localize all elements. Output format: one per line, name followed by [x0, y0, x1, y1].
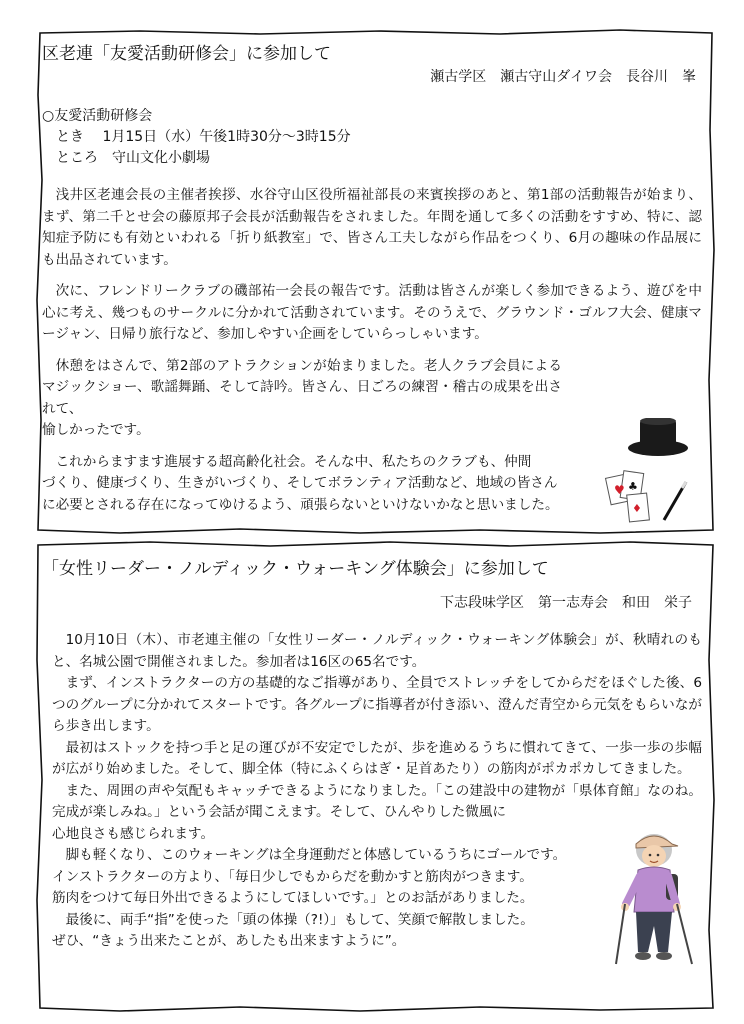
article-2-title: 「女性リーダー・ノルディック・ウォーキング体験会」に参加して [42, 559, 549, 579]
event-when: とき 1月15日（水）午後1時30分～3時15分 [42, 129, 351, 145]
article-2-paragraph: 最後に、両手“指”を使った「頭の体操（?!）」もして、笑顔で解散しました。 [65, 911, 534, 928]
article-2-paragraph: 筋肉をつけて毎日外出できるようにしてほしいです。」とのお話がありました。 [52, 890, 534, 906]
article-2 [42, 558, 702, 580]
article-2-body [52, 630, 702, 953]
article-1-paragraph: 休憩をはさんで、第2部のアトラクションが始まりました。老人クラブ会員によるマジックショー、歌謡舞踊、そして詩吟。皆さん、日ごろの練習・稽古の成果を出されて、 [42, 357, 562, 417]
article-1-paragraph: 次に、フレンドリークラブの磯部祐一会長の報告です。活動は皆さんが楽しく参加できるよう、遊びを中心に考え、幾つものサークルに分かれて活動されています。そのうえで、グラウンド・ゴルフ大会、健康マージャン、日帰り旅行など、参加しやすい企画をしていらっしゃいます。 [42, 283, 702, 342]
event-where: ところ 守山文化小劇場 [42, 150, 210, 166]
event-info [42, 106, 702, 169]
article-1 [42, 43, 702, 65]
article-1-title: 区老連「友愛活動研修会」に参加して [42, 44, 331, 64]
article-1-paragraph: 愉しかったです。 [42, 422, 150, 438]
article-1-paragraph: に必要とされる存在になってゆけるよう、頑張らないといけないかなと思いました。 [42, 496, 559, 513]
article-2-paragraph: 脚も軽くなり、このウォーキングは全身運動だと体感しているうちにゴールです。 [65, 847, 567, 863]
article-2-paragraph: 10月10日（木）、市老連主催の「女性リーダー・ノルディック・ウォーキング体験会」が、秋晴れのもと、名城公園で開催されました。参加者は16区の65名です。 [52, 632, 702, 670]
article-2-paragraph: 心地良さも感じられます。 [52, 825, 215, 842]
svg-text:♣: ♣ [628, 480, 638, 493]
magic-hat-cards-wand-icon [600, 418, 700, 526]
event-name: ○友愛活動研修会 [42, 108, 153, 124]
svg-text:♦: ♦ [632, 502, 642, 515]
article-1-author: 瀬古学区 瀬古守山ダイワ会 長谷川 峯 [430, 69, 696, 85]
article-2-paragraph: また、周囲の声や気配もキャッチできるようになりました。「この建設中の建物が「県体育館」なのね。完成が楽しみね。」という会話が聞こえます。そして、ひんやりした微風に [52, 782, 702, 820]
article-2-paragraph: インストラクターの方より、「毎日少しでもからだを動かすと筋肉がつきます。 [52, 868, 533, 885]
article-2-paragraph: ぜひ、“きょう出来たことが、あしたも出来ますように”。 [52, 933, 406, 949]
article-2-author: 下志段味学区 第一志寿会 和田 栄子 [440, 595, 692, 611]
article-1-paragraph: 浅井区老連会長の主催者挨拶、水谷守山区役所福祉部長の来賓挨拶のあと、第1部の活動報告が始まり、まず、第二千とせ会の藤原邦子会長が活動報告をされました。年間を通して多くの活動をすすめ、特に、認知症予防にも有効といわれる「折り紙教室」で、皆さん工夫しながら作品をつくり、6月の趣味の作品展にも出品されています。 [42, 187, 702, 268]
article-2-paragraph: まず、インストラクターの方の基礎的なご指導があり、全員でストレッチをしてからだをほぐした後、6つのグループに分かれてスタートです。各グループに指導者が付き添い、澄んだ青空から元気をもらいながら歩き出します。 [52, 675, 702, 734]
article-1-paragraph: これからますます進展する超高齢化社会。そんな中、私たちのクラブも、仲間 [55, 453, 532, 470]
nordic-walking-woman-icon [610, 830, 704, 970]
svg-text:♥: ♥ [614, 483, 625, 497]
article-1-paragraph: づくり、健康づくり、生きがいづくり、そしてボランティア活動など、地域の皆さん [42, 475, 558, 491]
article-2-paragraph: 最初はストックを持つ手と足の運びが不安定でしたが、歩を進めるうちに慣れてきて、一歩一歩の歩幅が広がり始めました。そして、脚全体（特にふくらはぎ・足首あたり）の筋肉がポカポカしてきました。 [52, 739, 702, 777]
